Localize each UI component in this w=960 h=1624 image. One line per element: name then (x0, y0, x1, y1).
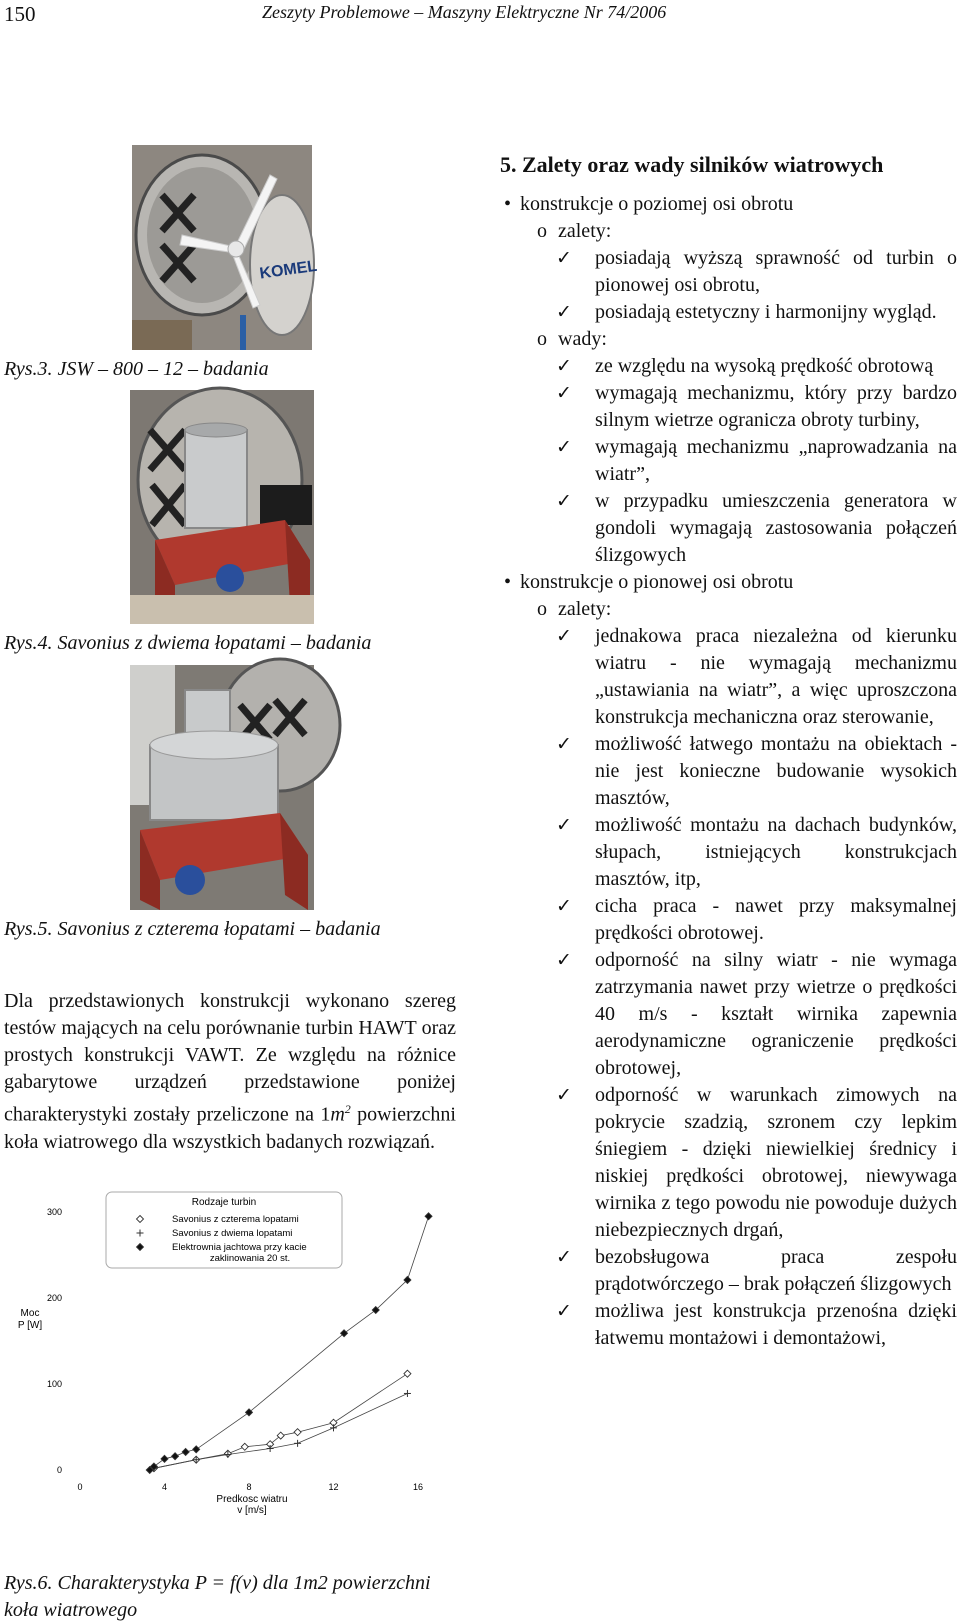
list-item-advantage: ✓ bezobsługowa praca zespołu prądotwórczego – brak połączeń ślizgowych (500, 1244, 957, 1298)
x-axis-label-line2: v [m/s] (237, 1505, 267, 1516)
list-item-advantage: ✓ możliwość montażu na dachach budynków, słupach, istniejących konstrukcjach masztów, itp, (500, 812, 957, 893)
x-tick-label: 0 (77, 1482, 83, 1492)
data-point (193, 1446, 200, 1453)
power-characteristic-chart (0, 1197, 460, 1520)
list-item-advantage: ✓ jednakowa praca niezależna od kierunku wiatru - nie wymagają mechanizmu „ustawiania na wiatr”, a więc uproszczona konstrukcja mechaniczna oraz sterowanie, (500, 623, 957, 731)
data-point (294, 1440, 301, 1447)
x-tick-label: 12 (328, 1482, 339, 1492)
data-point (161, 1455, 168, 1462)
vertical-axis-heading: • konstrukcje o pionowej osi obrotu (500, 569, 957, 596)
legend-entry: Savonius z dwiema lopatami (172, 1228, 293, 1239)
series-curve (154, 1394, 408, 1469)
list-item-disadvantage: ✓ ze względu na wysoką prędkość obrotową (500, 353, 957, 380)
data-point (172, 1453, 179, 1460)
legend-entry: Elektrownia jachtowa przy kacie (172, 1242, 307, 1253)
y-tick-label: 0 (56, 1465, 62, 1475)
fig3-caption: Rys.3. JSW – 800 – 12 – badania (4, 358, 269, 380)
data-point (267, 1445, 274, 1452)
data-point (404, 1370, 411, 1377)
list-item-advantage: ✓ posiadają estetyczny i harmonijny wygląd. (500, 299, 957, 326)
y-tick-label: 300 (46, 1207, 62, 1217)
list-item-disadvantage: ✓ wymagają mechanizmu, który przy bardzo silnym wietrze ogranicza obroty turbiny, (500, 380, 957, 434)
legend-title: Rodzaje turbin (191, 1197, 257, 1208)
photo-jsw-turbine (132, 145, 319, 350)
list-item-disadvantage: ✓ w przypadku umieszczenia generatora w gondoli wymagają zastosowania połączeń ślizgowych (500, 488, 957, 569)
fig6-caption: Rys.6. Charakterystyka P = f(v) dla 1m2 powierzchni koła wiatrowego (4, 1572, 431, 1621)
page-number: 150 (4, 2, 36, 26)
fig5-caption: Rys.5. Savonius z czterema łopatami – badania (4, 918, 381, 940)
photo-savonius-two-blades (130, 390, 314, 624)
photo-savonius-four-blades (130, 665, 314, 910)
x-tick-label: 4 (161, 1482, 168, 1492)
section-title: 5. Zalety oraz wady silników wiatrowych (500, 152, 884, 177)
data-point (241, 1443, 248, 1450)
y-tick-label: 200 (46, 1293, 62, 1303)
list-item-advantage: ✓ cicha praca - nawet przy maksymalnej prędkości obrotowej. (500, 893, 957, 947)
x-tick-label: 16 (412, 1482, 424, 1492)
x-axis-label-line1: Predkosc wiatru (216, 1494, 288, 1505)
data-point (294, 1429, 301, 1436)
list-item-advantage: ✓ odporność na silny wiatr - nie wymaga zatrzymania nawet przy wietrze o prędkości 40 m/s - kształt wirnika zapewnia aerodynamiczne ograniczenie prędkości obrotowej, (500, 947, 957, 1082)
series-curve (154, 1374, 408, 1469)
horizontal-advantages-label: o zalety: (500, 218, 957, 245)
pros-cons-list (500, 191, 957, 1352)
list-item-advantage: ✓ możliwość łatwego montażu na obiektach - nie jest konieczne budowanie wysokich masztów, (500, 731, 957, 812)
data-point (330, 1424, 337, 1431)
komel-logo: KOMEL (258, 257, 319, 283)
data-point (193, 1456, 200, 1463)
data-point (182, 1448, 189, 1455)
data-point (425, 1213, 432, 1220)
list-item-advantage: ✓ odporność w warunkach zimowych na pokrycie szadzią, szronem czy lepkim śniegiem - dzięki niewielkiej średnicy i niskiej prędkości obrotowej, niewywaga wirnika z tego powodu nie powoduje dużych niebezpiecznych drgań, (500, 1082, 957, 1244)
y-axis-label-line1: Moc (20, 1308, 40, 1319)
x-tick-label: 8 (246, 1482, 252, 1492)
journal-header: Zeszyty Problemowe – Maszyny Elektryczne Nr 74/2006 (262, 2, 667, 22)
horizontal-axis-heading: • konstrukcje o poziomej osi obrotu (500, 191, 957, 218)
body-paragraph: Dla przedstawionych konstrukcji wykonano szereg testów mających na celu porównanie turbin HAWT oraz prostych konstrukcji VAWT. Ze względu na różnice gabarytowe urządzeń przedstawione poniżej charakterystyki zostały przeliczone na $1m^2$ powierzchni koła wiatrowego dla wszystkich badanych rozwiązań. (4, 990, 456, 1153)
y-tick-label: 100 (46, 1379, 62, 1389)
data-point (404, 1390, 411, 1397)
legend-entry-continued: zaklinowania 20 st. (209, 1253, 291, 1264)
list-item-advantage: ✓ możliwa jest konstrukcja przenośna dzięki łatwemu montażowi i demontażowi, (500, 1298, 957, 1352)
vertical-advantages-label: o zalety: (500, 596, 957, 623)
y-axis-label-line2: P [W] (17, 1320, 43, 1331)
horizontal-disadvantages-label: o wady: (500, 326, 957, 353)
list-item-advantage: ✓ posiadają wyższą sprawność od turbin o pionowej osi obrotu, (500, 245, 957, 299)
list-item-disadvantage: ✓ wymagają mechanizmu „naprowadzania na wiatr”, (500, 434, 957, 488)
fig4-caption: Rys.4. Savonius z dwiema łopatami – badania (4, 632, 372, 654)
legend-entry: Savonius z czterema lopatami (172, 1214, 299, 1225)
